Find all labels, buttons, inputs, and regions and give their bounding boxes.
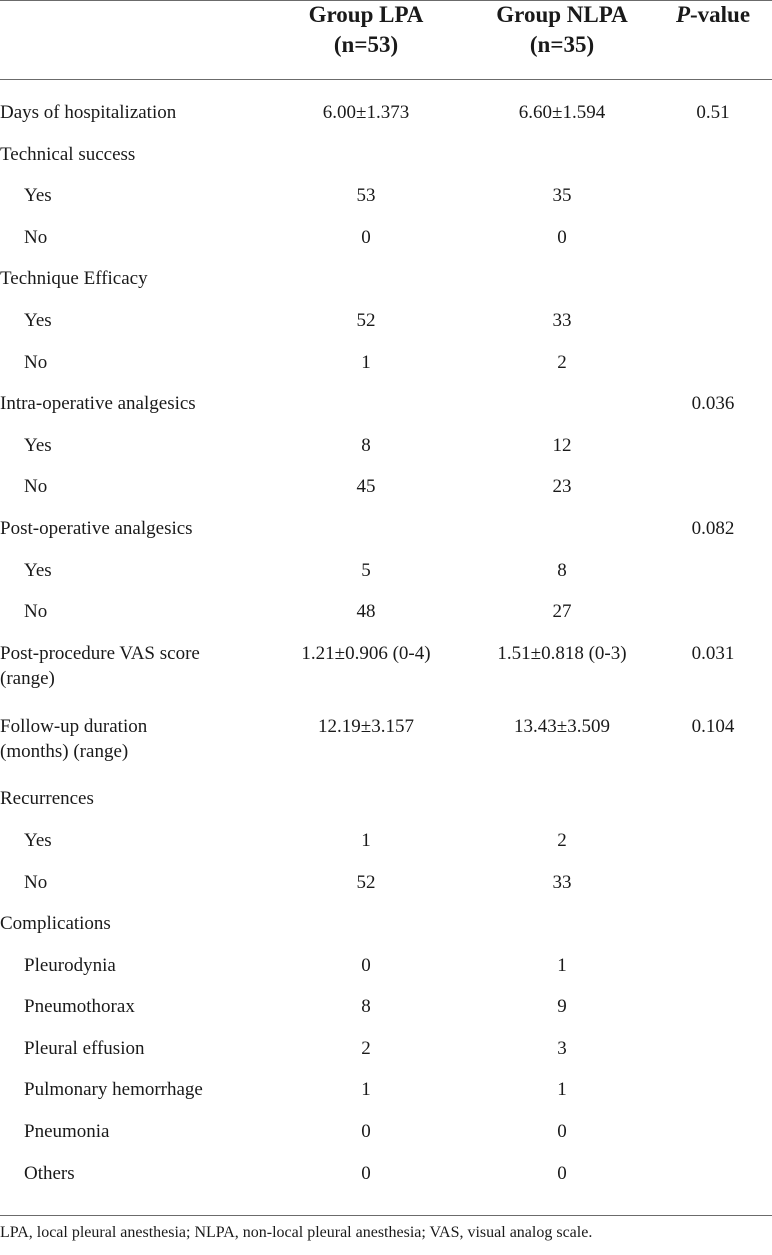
table-row [0, 911, 772, 953]
table-row [0, 100, 772, 142]
header-p-value [654, 0, 772, 30]
header-group-nlpa-line-2: (n=35) [529, 32, 595, 57]
cell-group-nlpa: 1 [557, 1079, 567, 1101]
table-body [0, 100, 772, 1202]
row-label: Recurrences [0, 788, 94, 810]
row-sublabel: Yes [24, 309, 52, 331]
row-label-line: Post-procedure VAS score [0, 642, 200, 664]
row-label: Days of hospitalization [0, 102, 177, 123]
cell-group-lpa: 0 [361, 1162, 371, 1184]
cell-group-nlpa: 0 [557, 1121, 567, 1143]
cell-group-nlpa: 27 [552, 601, 572, 623]
cell-group-lpa: 48 [356, 601, 376, 623]
row-sublabel: Yes [24, 829, 52, 851]
table-row [0, 786, 772, 828]
header-p-italic: P [675, 2, 690, 27]
row-sublabel: Pneumothorax [24, 996, 135, 1018]
cell-p-value: 0.082 [691, 517, 735, 539]
table-row [0, 828, 772, 870]
header-group-lpa [262, 0, 470, 60]
cell-group-nlpa: 13.43±3.509 [514, 715, 610, 737]
header-p-rest: -value [690, 2, 751, 27]
cell-group-lpa: 1 [361, 351, 371, 373]
cell-group-lpa: 1 [361, 1079, 371, 1101]
cell-group-nlpa: 35 [552, 185, 572, 207]
cell-group-nlpa: 33 [552, 871, 572, 893]
cell-group-lpa: 5 [361, 559, 371, 581]
cell-group-lpa: 2 [361, 1037, 371, 1059]
table-row [0, 391, 772, 433]
table-row [0, 350, 772, 392]
cell-group-nlpa: 1 [557, 954, 567, 976]
cell-group-lpa: 12.19±3.157 [318, 715, 414, 737]
table-row [0, 433, 772, 475]
cell-group-nlpa: 23 [552, 476, 572, 498]
cell-group-nlpa: 0 [557, 1162, 567, 1184]
row-sublabel: Yes [24, 434, 52, 456]
table-row [0, 142, 772, 184]
row-label-line: (range) [0, 667, 55, 689]
row-label: Technique Efficacy [0, 268, 148, 290]
cell-group-nlpa: 3 [557, 1037, 567, 1059]
cell-group-nlpa: 1.51±0.818 (0-3) [497, 642, 627, 664]
header-group-nlpa-line-1: Group NLPA [496, 2, 628, 27]
table-row [0, 1161, 772, 1203]
table-row [0, 308, 772, 350]
row-label [0, 641, 262, 691]
row-label-line: Follow-up duration [0, 715, 148, 737]
row-sublabel: Yes [24, 559, 52, 581]
table-row [0, 953, 772, 995]
table-row [0, 558, 772, 600]
cell-group-lpa: 0 [361, 226, 371, 248]
cell-group-lpa: 52 [356, 871, 376, 893]
table-row [0, 516, 772, 558]
row-label: Technical success [0, 143, 136, 165]
table-row [0, 183, 772, 225]
table-row [0, 870, 772, 912]
row-label-line: (months) (range) [0, 740, 129, 762]
row-sublabel: No [24, 476, 48, 498]
header-p-value-text [654, 0, 772, 30]
table-row [0, 641, 772, 714]
row-sublabel: No [24, 871, 48, 893]
cell-group-lpa: 8 [361, 996, 371, 1018]
cell-p-value: 0.036 [691, 393, 735, 415]
cell-group-lpa: 52 [356, 309, 376, 331]
table-row [0, 1036, 772, 1078]
cell-p-value: 0.51 [696, 102, 730, 123]
row-sublabel: No [24, 351, 48, 373]
cell-p-value: 0.031 [691, 642, 735, 664]
header-group-lpa-line-2: (n=53) [333, 32, 399, 57]
row-sublabel: No [24, 226, 48, 248]
cell-group-nlpa: 33 [552, 309, 572, 331]
table-row [0, 599, 772, 641]
row-sublabel: No [24, 601, 48, 623]
cell-group-nlpa: 0 [557, 226, 567, 248]
table-row [0, 1119, 772, 1161]
cell-group-lpa: 0 [361, 1121, 371, 1143]
cell-p-value: 0.104 [691, 715, 735, 737]
table-row [0, 225, 772, 267]
cell-group-lpa: 1.21±0.906 (0-4) [301, 642, 431, 664]
table-row [0, 994, 772, 1036]
header-group-lpa-line-1: Group LPA [308, 2, 424, 27]
cell-group-nlpa: 2 [557, 351, 567, 373]
cell-group-nlpa: 6.60±1.594 [518, 102, 606, 123]
cell-group-nlpa: 8 [557, 559, 567, 581]
table-bottom-rule [0, 1215, 772, 1216]
header-group-nlpa [462, 0, 662, 60]
row-label: Complications [0, 913, 111, 935]
header-rule [0, 79, 772, 80]
table-footnote: LPA, local pleural anesthesia; NLPA, non-local pleural anesthesia; VAS, visual analog scale. [0, 1224, 593, 1241]
table-row [0, 714, 772, 787]
table-row [0, 474, 772, 516]
cell-group-nlpa: 12 [552, 434, 572, 456]
cell-group-lpa: 6.00±1.373 [322, 102, 410, 123]
cell-group-lpa: 53 [356, 185, 376, 207]
cell-group-nlpa: 2 [557, 829, 567, 851]
cell-group-lpa: 8 [361, 434, 371, 456]
table-row [0, 1077, 772, 1119]
cell-group-lpa: 45 [356, 476, 376, 498]
row-sublabel: Pneumonia [24, 1121, 110, 1143]
row-label [0, 714, 262, 764]
row-sublabel: Yes [24, 185, 52, 207]
cell-group-lpa: 1 [361, 829, 371, 851]
row-sublabel: Pleural effusion [24, 1037, 145, 1059]
row-label: Post-operative analgesics [0, 517, 193, 539]
row-sublabel: Pulmonary hemorrhage [24, 1079, 203, 1101]
row-sublabel: Pleurodynia [24, 954, 116, 976]
row-label: Intra-operative analgesics [0, 393, 196, 415]
cell-group-lpa: 0 [361, 954, 371, 976]
row-sublabel: Others [24, 1162, 75, 1184]
cell-group-nlpa: 9 [557, 996, 567, 1018]
table-row [0, 266, 772, 308]
